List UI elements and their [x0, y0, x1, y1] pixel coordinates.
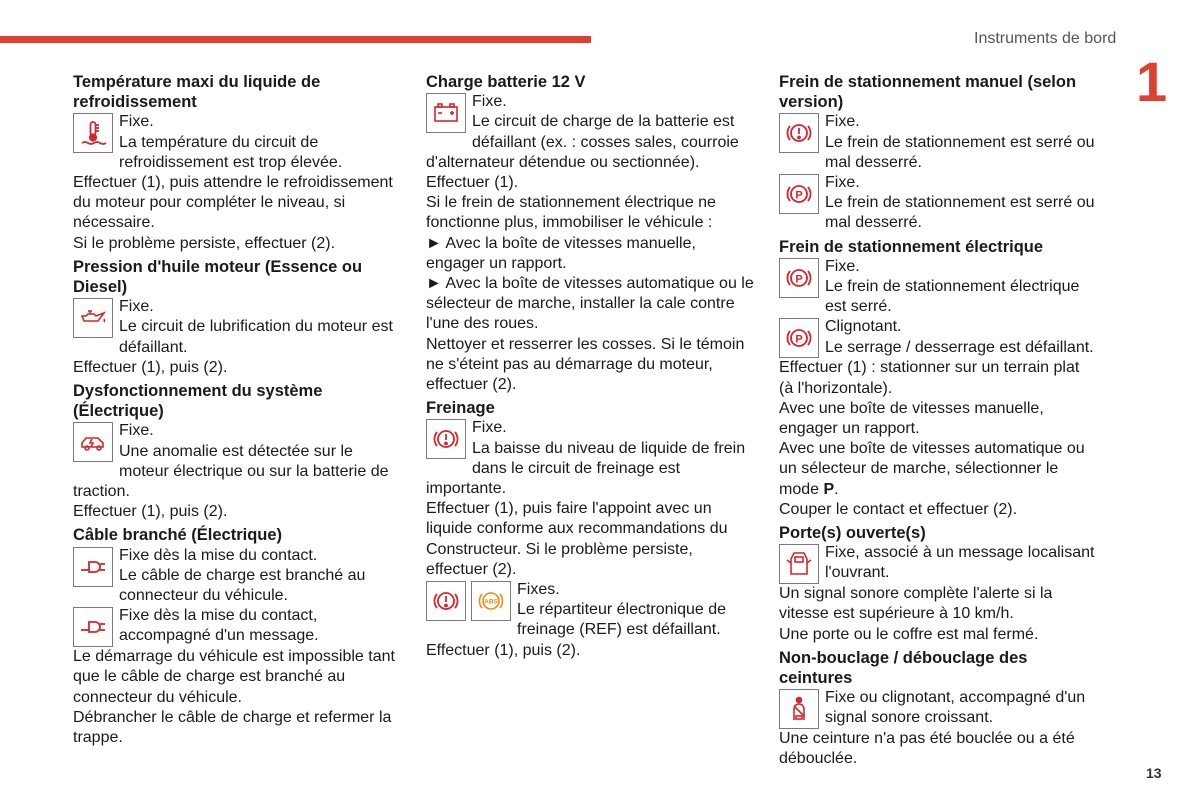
entry-state: Fixe. — [472, 419, 507, 437]
entry-text: Fixe, associé à un message localisant l'ouvrant. — [825, 544, 1095, 582]
warning-entry — [73, 112, 403, 173]
action-text: Si le problème persiste, effectuer (2). — [73, 234, 336, 252]
section-title: Frein de stationnement électrique — [779, 237, 1044, 256]
chapter-number: 1 — [1136, 50, 1168, 113]
action-text: Effectuer (1). — [426, 174, 519, 192]
action-text — [779, 439, 1095, 500]
action-text: Une ceinture n'a pas été bouclée ou a été débouclée. — [779, 730, 1075, 768]
svg-text:P: P — [795, 333, 803, 346]
action-text: Nettoyer et resserrer les cosses. Si le témoin ne s'éteint pas au démarrage du moteur, effectuer (2). — [426, 335, 745, 394]
action-text: Effectuer (1), puis faire l'appoint avec un liquide conforme aux recommandations du Constructeur. Si le problème persiste, effectuer (2). — [426, 500, 728, 578]
mode-p-letter: P — [823, 480, 835, 498]
section-title: Non-bouclage / débouclage des ceintures — [779, 648, 1028, 688]
section-oil-pressure — [73, 257, 403, 378]
action-text: Un signal sonore complète l'alerte si la vitesse est supérieure à 10 km/h. — [779, 585, 1053, 623]
charging-cable-icon — [73, 607, 113, 647]
section-title: Dysfonctionnement du système (Électrique) — [73, 382, 323, 421]
bullet-text: ► Avec la boîte de vitesses automatique ou le sélecteur de marche, installer la cale contre l'une des roues. — [426, 275, 754, 333]
warning-entry — [73, 546, 403, 607]
entry-text: Fixe ou clignotant, accompagné d'un signal sonore croissant. — [825, 689, 1086, 727]
svg-text:P: P — [795, 273, 803, 286]
page-header-title: Instruments de bord — [974, 30, 1117, 47]
entry-text: Une anomalie est détectée sur le moteur électrique ou sur la batterie de traction. — [73, 442, 389, 501]
parking-brake-icon — [779, 174, 819, 214]
warning-entry — [779, 543, 1095, 584]
section-braking — [426, 398, 756, 661]
warning-entry — [73, 297, 403, 358]
door-open-icon — [779, 544, 819, 584]
warning-entry — [779, 257, 1095, 318]
section-coolant-temperature — [73, 72, 403, 254]
entry-state: Fixes. — [517, 581, 560, 599]
column-3 — [779, 72, 1095, 770]
action-text: Effectuer (1), puis (2). — [426, 641, 581, 659]
section-title: Frein de stationnement manuel (selon version) — [779, 73, 1077, 112]
battery-icon — [426, 93, 466, 133]
brake-warning-icon — [426, 581, 466, 621]
action-text: Si le frein de stationnement électrique ne fonctionne plus, immobiliser le véhicule : — [426, 194, 716, 232]
entry-text: Le frein de stationnement électrique est serré. — [825, 278, 1080, 316]
warning-entry — [779, 173, 1095, 234]
entry-state: Fixe dès la mise du contact, accompagné d'un message. — [119, 607, 319, 645]
parking-brake-icon — [779, 318, 819, 358]
entry-text: Le circuit de charge de la batterie est défaillant (ex. : cosses sales, courroie d'alternateur détendue ou sectionnée). — [426, 113, 739, 171]
column-1 — [73, 72, 403, 748]
entry-state: Fixe. — [825, 113, 860, 131]
entry-text: Le frein de stationnement est serré ou mal desserré. — [825, 133, 1095, 171]
entry-state: Clignotant. — [825, 318, 902, 336]
action-text: Couper le contact et effectuer (2). — [779, 500, 1018, 518]
oil-pressure-icon — [73, 298, 113, 338]
bullet-text: ► Avec la boîte de vitesses manuelle, engager un rapport. — [426, 234, 696, 272]
header-accent-bar — [0, 36, 591, 43]
entry-text: La température du circuit de refroidissement est trop élevée. — [119, 133, 343, 171]
text-run: Avec une boîte de vitesses automatique ou un sélecteur de marche, sélectionner le mode — [779, 440, 1085, 498]
section-title: Pression d'huile moteur (Essence ou Diesel) — [73, 257, 363, 297]
entry-text: Le câble de charge est branché au connecteur du véhicule. — [119, 566, 366, 605]
svg-text:ABS: ABS — [484, 598, 498, 606]
abs-icon — [471, 581, 511, 621]
entry-text: La baisse du niveau de liquide de frein dans le circuit de freinage est importante. — [426, 439, 746, 498]
action-text: Avec une boîte de vitesses manuelle, engager un rapport. — [779, 399, 1044, 438]
brake-warning-icon — [426, 419, 466, 459]
section-electric-parking-brake — [779, 237, 1095, 520]
entry-state: Fixe. — [472, 93, 507, 111]
section-title: Freinage — [426, 399, 495, 418]
entry-text: Le circuit de lubrification du moteur est défaillant. — [119, 318, 393, 356]
warning-entry — [73, 606, 403, 647]
svg-text:P: P — [795, 189, 803, 202]
entry-state: Fixe dès la mise du contact. — [119, 546, 318, 564]
section-charging-cable — [73, 525, 403, 748]
section-seatbelt — [779, 648, 1095, 770]
section-title: Câble branché (Électrique) — [73, 526, 283, 545]
action-text: Le démarrage du véhicule est impossible tant que le câble de charge est branché au connecteur du véhicule. — [73, 648, 395, 706]
section-title: Température maxi du liquide de refroidissement — [73, 73, 321, 112]
section-title: Porte(s) ouverte(s) — [779, 524, 926, 543]
warning-entry — [779, 688, 1095, 729]
action-text: Effectuer (1), puis attendre le refroidissement du moteur pour compléter le niveau, si nécessaire. — [73, 174, 393, 232]
warning-entry — [779, 317, 1095, 358]
entry-state: Fixe. — [825, 257, 860, 275]
warning-entry — [73, 421, 403, 502]
entry-state: Fixe. — [119, 113, 154, 131]
section-title: Charge batterie 12 V — [426, 73, 586, 91]
action-text: Effectuer (1), puis (2). — [73, 358, 228, 376]
parking-brake-icon — [779, 258, 819, 298]
warning-entry — [779, 112, 1095, 173]
text-run: . — [834, 480, 839, 498]
action-text: Une porte ou le coffre est mal fermé. — [779, 625, 1039, 643]
warning-entry — [426, 418, 756, 499]
page-number: 13 — [1146, 765, 1162, 781]
section-electric-fault — [73, 381, 403, 522]
section-doors-open — [779, 523, 1095, 645]
seatbelt-icon — [779, 689, 819, 729]
entry-text: Le serrage / desserrage est défaillant. — [825, 338, 1094, 356]
warning-entry — [426, 580, 756, 641]
action-text: Effectuer (1) : stationner sur un terrain plat (à l'horizontale). — [779, 359, 1080, 397]
electric-system-fault-icon — [73, 422, 113, 462]
entry-state: Fixe. — [119, 422, 154, 440]
entry-text: Le répartiteur électronique de freinage (REF) est défaillant. — [517, 601, 727, 639]
column-2 — [426, 72, 756, 661]
charging-cable-icon — [73, 547, 113, 587]
action-text: Effectuer (1), puis (2). — [73, 503, 228, 521]
action-text: Débrancher le câble de charge et refermer la trappe. — [73, 708, 392, 747]
warning-entry — [426, 92, 756, 173]
entry-state: Fixe. — [825, 174, 860, 192]
coolant-temperature-icon — [73, 113, 113, 153]
section-manual-parking-brake — [779, 72, 1095, 234]
brake-warning-icon — [779, 113, 819, 153]
section-battery-charge — [426, 72, 756, 395]
entry-text: Le frein de stationnement est serré ou mal desserré. — [825, 194, 1095, 232]
entry-state: Fixe. — [119, 298, 154, 316]
